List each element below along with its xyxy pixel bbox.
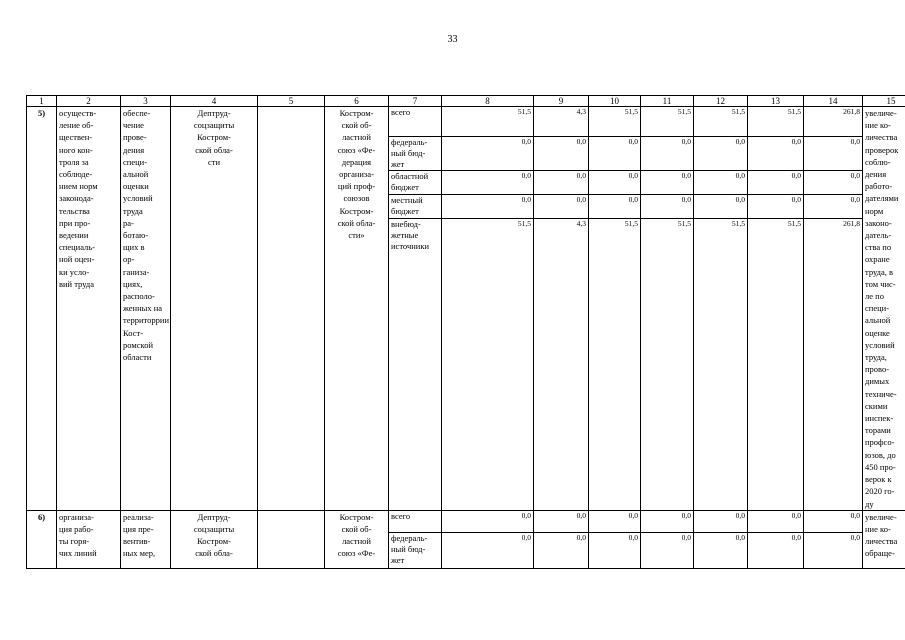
funding-value: 0,0 (804, 510, 863, 532)
expected-result: увеличе- ние ко- личества обраще- (863, 510, 905, 568)
funding-value: 0,0 (442, 171, 534, 195)
funding-value: 0,0 (694, 194, 748, 219)
funding-value: 0,0 (694, 171, 748, 195)
funding-value: 0,0 (694, 510, 748, 532)
funding-value: 0,0 (748, 510, 804, 532)
column-header: 6 (325, 96, 389, 107)
funding-source: федераль- ный бюд- жет (389, 136, 442, 171)
funding-source: всего (389, 107, 442, 137)
funding-value: 0,0 (641, 510, 694, 532)
funding-value: 0,0 (534, 136, 589, 171)
row-number: 5) (27, 107, 57, 511)
funding-value: 0,0 (694, 532, 748, 568)
funding-value: 0,0 (641, 532, 694, 568)
funding-value: 4,3 (534, 219, 589, 510)
column-header: 14 (804, 96, 863, 107)
funding-value: 0,0 (589, 171, 641, 195)
measure-name: организа- ция рабо- ты горя- чих линий (57, 510, 121, 568)
column-header: 12 (694, 96, 748, 107)
funding-value: 0,0 (641, 194, 694, 219)
funding-value: 0,0 (641, 136, 694, 171)
funding-value: 0,0 (694, 136, 748, 171)
funding-value: 0,0 (804, 171, 863, 195)
column-header: 5 (258, 96, 325, 107)
funding-source: областной бюджет (389, 171, 442, 195)
funding-value: 51,5 (589, 107, 641, 137)
funding-value: 51,5 (748, 107, 804, 137)
measure-purpose: обеспе- чение прове- дения специ- альной оценки условий труда ра- ботаю- щих в ор- ганиза- циях, располо- женных на территоррии Кост- ромской области (121, 107, 171, 511)
column-header: 10 (589, 96, 641, 107)
column-5-cell (258, 510, 325, 568)
executor: Дептруд- соцзащиты Костром- ской обла- (171, 510, 258, 568)
funding-value: 0,0 (442, 136, 534, 171)
funding-source: внебюд- жетные источники (389, 219, 442, 510)
participant: Костром- ской об- ластной союз «Фе- (325, 510, 389, 568)
column-header: 7 (389, 96, 442, 107)
funding-value: 0,0 (748, 171, 804, 195)
funding-value: 0,0 (748, 136, 804, 171)
column-header: 2 (57, 96, 121, 107)
funding-value: 0,0 (534, 510, 589, 532)
column-header: 11 (641, 96, 694, 107)
funding-value: 0,0 (534, 171, 589, 195)
funding-value: 0,0 (748, 532, 804, 568)
funding-value: 261,8 (804, 107, 863, 137)
measure-name: осуществ- ление об- ществен- ного кон- троля за соблюде- нием норм законода- тельства при про- ведении специаль- ной оцен- ки усло- вий труда (57, 107, 121, 511)
funding-value: 0,0 (804, 136, 863, 171)
measure-purpose: реализа- ция пре- вентив- ных мер, (121, 510, 171, 568)
funding-value: 0,0 (442, 194, 534, 219)
row-number: 6) (27, 510, 57, 568)
program-table (26, 95, 905, 569)
funding-value: 51,5 (641, 219, 694, 510)
column-header: 15 (863, 96, 905, 107)
funding-value: 0,0 (442, 532, 534, 568)
page-number: 33 (447, 34, 458, 45)
funding-value: 0,0 (641, 171, 694, 195)
column-header: 8 (442, 96, 534, 107)
header-row (27, 96, 905, 107)
column-header: 9 (534, 96, 589, 107)
funding-value: 51,5 (641, 107, 694, 137)
funding-source: местный бюджет (389, 194, 442, 219)
funding-value: 0,0 (589, 532, 641, 568)
funding-value: 0,0 (804, 532, 863, 568)
funding-value: 0,0 (748, 194, 804, 219)
funding-value: 51,5 (694, 107, 748, 137)
table-row (27, 107, 905, 137)
expected-result: увеличе- ние ко- личества проверок соблю- дения работо- дателями норм законо- датель- ства по охране труда, в том чис- ле по специ- альной оценке условий труда, прово- димых техниче- скими инспек- торами профсо- юзов, до 450 про- верок к 2020 го- ду (863, 107, 905, 511)
column-header: 13 (748, 96, 804, 107)
column-5-cell (258, 107, 325, 511)
column-header: 1 (27, 96, 57, 107)
funding-value: 51,5 (589, 219, 641, 510)
participant: Костром- ской об- ластной союз «Фе- дерация организа- ций проф- союзов Костром- ской обла- сти» (325, 107, 389, 511)
funding-value: 0,0 (534, 194, 589, 219)
column-header: 4 (171, 96, 258, 107)
funding-value: 0,0 (442, 510, 534, 532)
funding-value: 0,0 (534, 532, 589, 568)
funding-value: 51,5 (748, 219, 804, 510)
funding-value: 261,8 (804, 219, 863, 510)
funding-value: 51,5 (694, 219, 748, 510)
funding-value: 51,5 (442, 219, 534, 510)
funding-value: 0,0 (804, 194, 863, 219)
funding-value: 4,3 (534, 107, 589, 137)
funding-value: 0,0 (589, 510, 641, 532)
column-header: 3 (121, 96, 171, 107)
funding-source: всего (389, 510, 442, 532)
funding-value: 0,0 (589, 136, 641, 171)
executor: Дептруд- соцзащиты Костром- ской обла- сти (171, 107, 258, 511)
funding-source: федераль- ный бюд- жет (389, 532, 442, 568)
table-row (27, 510, 905, 532)
funding-value: 51,5 (442, 107, 534, 137)
funding-value: 0,0 (589, 194, 641, 219)
